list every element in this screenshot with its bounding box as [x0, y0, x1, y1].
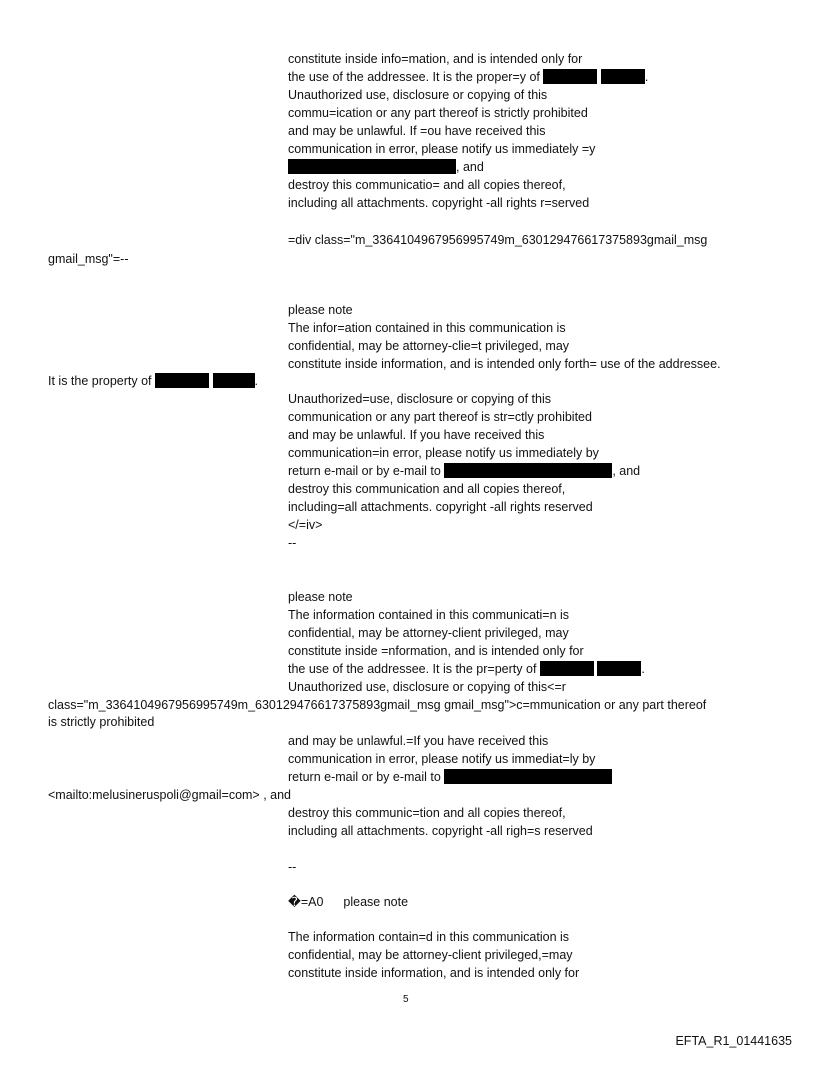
text-line: communication or any part thereof is str=ctly prohibited — [288, 410, 592, 424]
text-line: -- — [288, 536, 297, 550]
text-span: , and — [612, 464, 641, 478]
redaction-block — [444, 463, 612, 478]
text-line: Unauthorized use, disclosure or copying of this<=r — [288, 680, 566, 694]
text-line: constitute inside info=mation, and is intended only for — [288, 52, 583, 66]
text-line — [288, 68, 648, 86]
text-line: and may be unlawful.=If you have received this — [288, 734, 549, 748]
bates-number: EFTA_R1_01441635 — [675, 1034, 792, 1048]
text-span: It is the property of — [48, 374, 152, 388]
text-span: please note — [343, 895, 409, 909]
text-line: please note — [288, 590, 353, 604]
text-span: the use of the addressee. It is the proper=y of — [288, 70, 540, 84]
text-line: confidential, may be attorney-client privileged, may — [288, 626, 569, 640]
redaction-block — [597, 661, 641, 676]
text-line: The information contained in this communicati=n is — [288, 608, 570, 622]
text-line: <mailto:melusineruspoli@gmail=com> , and — [48, 788, 292, 802]
text-line: and may be unlawful. If =ou have received this — [288, 124, 546, 138]
text-line: commu=ication or any part thereof is strictly prohibited — [288, 106, 588, 120]
text-line: destroy this communication and all copies thereof, — [288, 482, 566, 496]
text-span: the use of the addressee. It is the pr=perty of — [288, 662, 537, 676]
text-span: return e-mail or by e-mail to — [288, 770, 441, 784]
text-line: communication in error, please notify us immediat=ly by — [288, 752, 596, 766]
text-line: confidential, may be attorney-client privileged,=may — [288, 948, 573, 962]
redaction-block — [444, 769, 612, 784]
text-line: including=all attachments. copyright -all rights reserved — [288, 500, 593, 514]
text-line: Unauthorized=use, disclosure or copying of this — [288, 392, 551, 406]
text-line: destroy this communicatio= and all copies thereof, — [288, 178, 566, 192]
text-line: constitute inside =nformation, and is intended only for — [288, 644, 584, 658]
text-line: confidential, may be attorney-clie=t privileged, may — [288, 339, 570, 353]
text-line: =div class="m_3364104967956995749m_630129476617375893gmail_msg — [288, 233, 708, 247]
text-line — [288, 462, 640, 480]
redaction-block — [543, 69, 597, 84]
text-line: constitute inside information, and is intended only for — [288, 966, 580, 980]
text-line: constitute inside information, and is intended only forth= use of the addressee. — [288, 357, 721, 371]
text-span: return e-mail or by e-mail to — [288, 464, 441, 478]
text-line — [48, 372, 258, 390]
replacement-glyph: �=A0 — [288, 895, 324, 909]
redaction-block — [213, 373, 255, 388]
redaction-block — [601, 69, 645, 84]
text-line: gmail_msg"=-- — [48, 252, 129, 266]
text-line: please note — [288, 303, 353, 317]
text-line: -- — [288, 860, 297, 874]
text-line: including all attachments. copyright -all rights r=served — [288, 196, 590, 210]
text-line: Unauthorized use, disclosure or copying of this — [288, 88, 548, 102]
text-line: communication=in error, please notify us immediately by — [288, 446, 599, 460]
text-line: communication in error, please notify us immediately =y — [288, 142, 596, 156]
text-span: , and — [456, 160, 484, 174]
text-line: is strictly prohibited — [48, 715, 155, 729]
text-line: The information contain=d in this communication is — [288, 930, 570, 944]
text-line: including all attachments. copyright -all righ=s reserved — [288, 824, 593, 838]
text-span: . — [641, 662, 645, 676]
text-line — [288, 768, 612, 786]
text-line: and may be unlawful. If you have received this — [288, 428, 545, 442]
text-line — [288, 158, 484, 176]
redaction-block — [288, 159, 456, 174]
text-line: destroy this communic=tion and all copies thereof, — [288, 806, 566, 820]
text-line: class="m_3364104967956995749m_630129476617375893gmail_msg gmail_msg">c=mmunication or any part thereof — [48, 698, 707, 712]
text-span: . — [644, 70, 649, 84]
redaction-block — [540, 661, 594, 676]
text-line: </=iv> — [288, 518, 323, 532]
redaction-block — [155, 373, 209, 388]
page-number: 5 — [403, 994, 409, 1005]
text-line: The infor=ation contained in this communication is — [288, 321, 566, 335]
text-line — [288, 660, 645, 678]
text-line — [288, 893, 408, 911]
text-span: . — [254, 374, 258, 388]
